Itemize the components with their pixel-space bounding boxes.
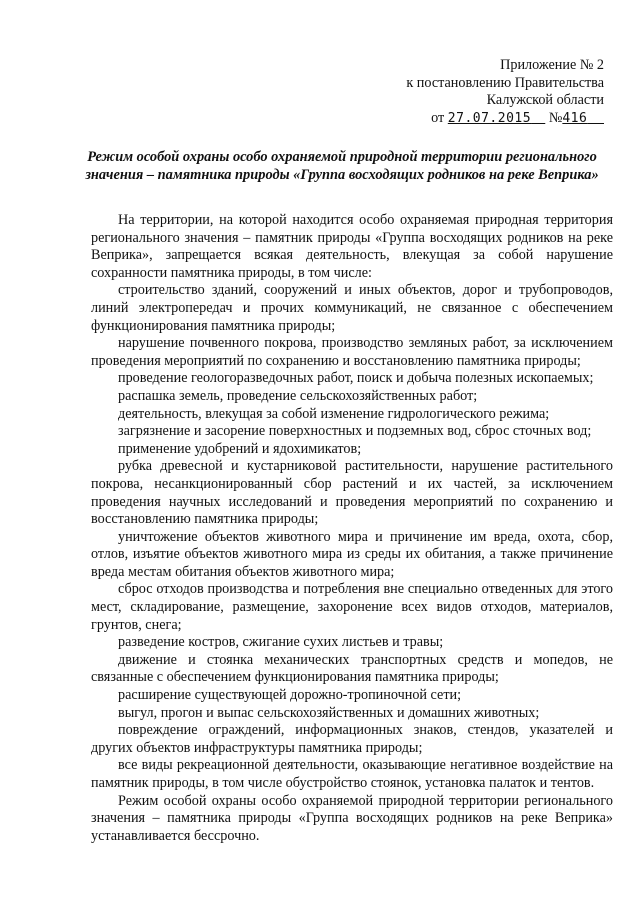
appendix-date-line bbox=[360, 110, 604, 128]
title-line-1: Режим особой охраны особо охраняемой природной территории регионального bbox=[87, 149, 597, 165]
list-item: рубка древесной и кустарниковой растительности, нарушение растительного покрова, несанкционированный сбор растений и их частей, за исключением проведения научных исследований и проведения мероприятий по сохранению и восстановлению памятника природы; bbox=[91, 458, 613, 528]
intro-paragraph: На территории, на которой находится особо охраняемая природная территория регионального значения – памятник природы «Группа восходящих родников на реке Веприка», запрещается всякая деятельность, влекущая за собой нарушение сохранности памятника природы, в том числе: bbox=[91, 212, 613, 281]
list-item: уничтожение объектов животного мира и причинение им вреда, охота, сбор, отлов, изъятие объектов животного мира из среды их обитания, а также причинение вреда местам обитания объектов животного мира; bbox=[91, 528, 613, 580]
appendix-resolution-ref: к постановлению Правительства bbox=[406, 74, 604, 91]
title-line-2: значения – памятника природы «Группа восходящих родников на реке Веприка» bbox=[85, 166, 599, 183]
list-item: движение и стоянка механических транспортных средств и мопедов, не связанные с обеспечением функционирования памятника природы; bbox=[91, 651, 613, 686]
list-item: проведение геологоразведочных работ, поиск и добыча полезных ископаемых; bbox=[118, 370, 594, 387]
list-item: применение удобрений и ядохимикатов; bbox=[118, 440, 362, 457]
list-item: сброс отходов производства и потребления вне специально отведенных для этого мест, складирование, размещение, захоронение всех видов отходов, материалов, грунтов, снега; bbox=[91, 581, 613, 633]
document-body bbox=[91, 212, 613, 845]
closing-paragraph: Режим особой охраны особо охраняемой природной территории регионального значения – памятника природы «Группа восходящих родников на реке Веприка» устанавливается бессрочно. bbox=[91, 792, 613, 844]
document-title bbox=[70, 149, 614, 184]
list-item: разведение костров, сжигание сухих листьев и травы; bbox=[118, 634, 444, 651]
list-item: строительство зданий, сооружений и иных объектов, дорог и трубопроводов, линий электропередач и прочих коммуникаций, не связанное с обеспечением функционирования памятника природы; bbox=[91, 282, 613, 334]
list-item: нарушение почвенного покрова, производство земляных работ, за исключением проведения мероприятий по сохранению и восстановлению памятника природы; bbox=[91, 335, 613, 369]
list-item: повреждение ограждений, информационных знаков, стендов, указателей и других объектов инфраструктуры памятника природы; bbox=[91, 722, 613, 756]
list-item: загрязнение и засорение поверхностных и подземных вод, сброс сточных вод; bbox=[118, 423, 592, 440]
list-item: распашка земель, проведение сельскохозяйственных работ; bbox=[118, 387, 478, 404]
number-prefix: № bbox=[548, 109, 563, 126]
appendix-number: Приложение № 2 bbox=[500, 57, 604, 73]
date-prefix: от bbox=[431, 109, 448, 126]
list-item: выгул, прогон и выпас сельскохозяйственных и домашних животных; bbox=[118, 704, 540, 721]
resolution-date: 27.07.2015 bbox=[447, 110, 532, 126]
list-item: деятельность, влекущая за собой изменение гидрологического режима; bbox=[118, 405, 550, 422]
list-item: все виды рекреационной деятельности, оказывающие негативное воздействие на памятник природы, в том числе обустройство стоянок, установка палаток и тентов. bbox=[91, 757, 613, 791]
appendix-header bbox=[360, 57, 604, 127]
resolution-number: 416 bbox=[562, 110, 588, 126]
list-item: расширение существующей дорожно-тропиночной сети; bbox=[118, 687, 462, 704]
appendix-region: Калужской области bbox=[486, 92, 604, 109]
